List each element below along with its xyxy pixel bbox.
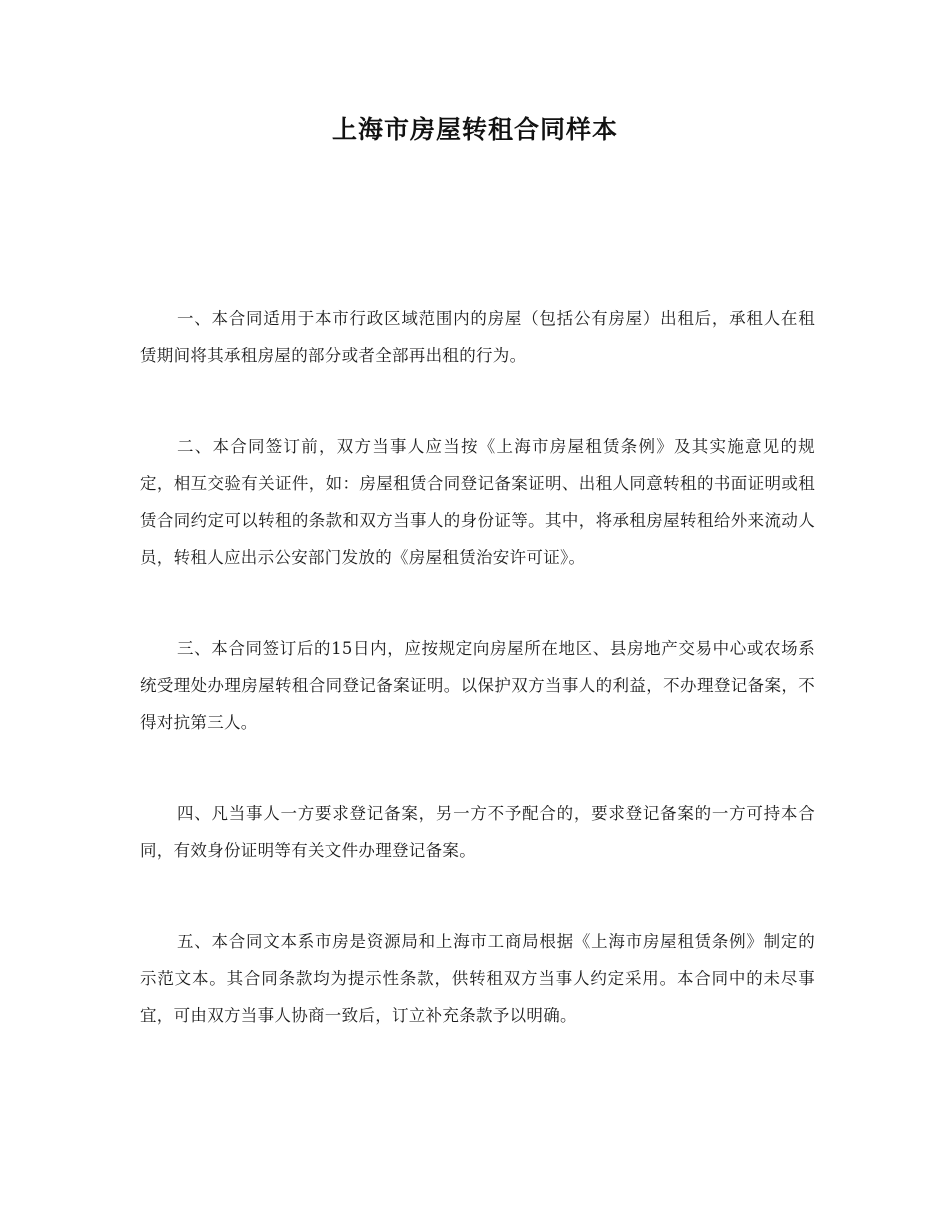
clause-1: 一、本合同适用于本市行政区域范围内的房屋（包括公有房屋）出租后，承租人在租赁期间将其承租房屋的部分或者全部再出租的行为。 <box>140 309 815 365</box>
document-title: 上海市房屋转租合同样本 <box>331 115 618 144</box>
clause-list <box>140 300 815 1088</box>
clause-3: 三、本合同签订后的15日内，应按规定向房屋所在地区、县房地产交易中心或农场系统受理处办理房屋转租合同登记备案证明。以保护双方当事人的利益，不办理登记备案，不得对抗第三人。 <box>140 639 815 732</box>
clause-5: 五、本合同文本系市房是资源局和上海市工商局根据《上海市房屋租赁条例》制定的示范文本。其合同条款均为提示性条款，供转租双方当事人约定采用。本合同中的未尽事宜，可由双方当事人协商一致后，订立补充条款予以明确。 <box>140 932 815 1025</box>
clause-2: 二、本合同签订前，双方当事人应当按《上海市房屋租赁条例》及其实施意见的规定，相互交验有关证件，如：房屋租赁合同登记备案证明、出租人同意转租的书面证明或租赁合同约定可以转租的条款和双方当事人的身份证等。其中，将承租房屋转租给外来流动人员，转租人应出示公安部门发放的《房屋租赁治安许可证》。 <box>140 437 815 567</box>
clause-4: 四、凡当事人一方要求登记备案，另一方不予配合的，要求登记备案的一方可持本合同，有效身份证明等有关文件办理登记备案。 <box>140 804 815 860</box>
